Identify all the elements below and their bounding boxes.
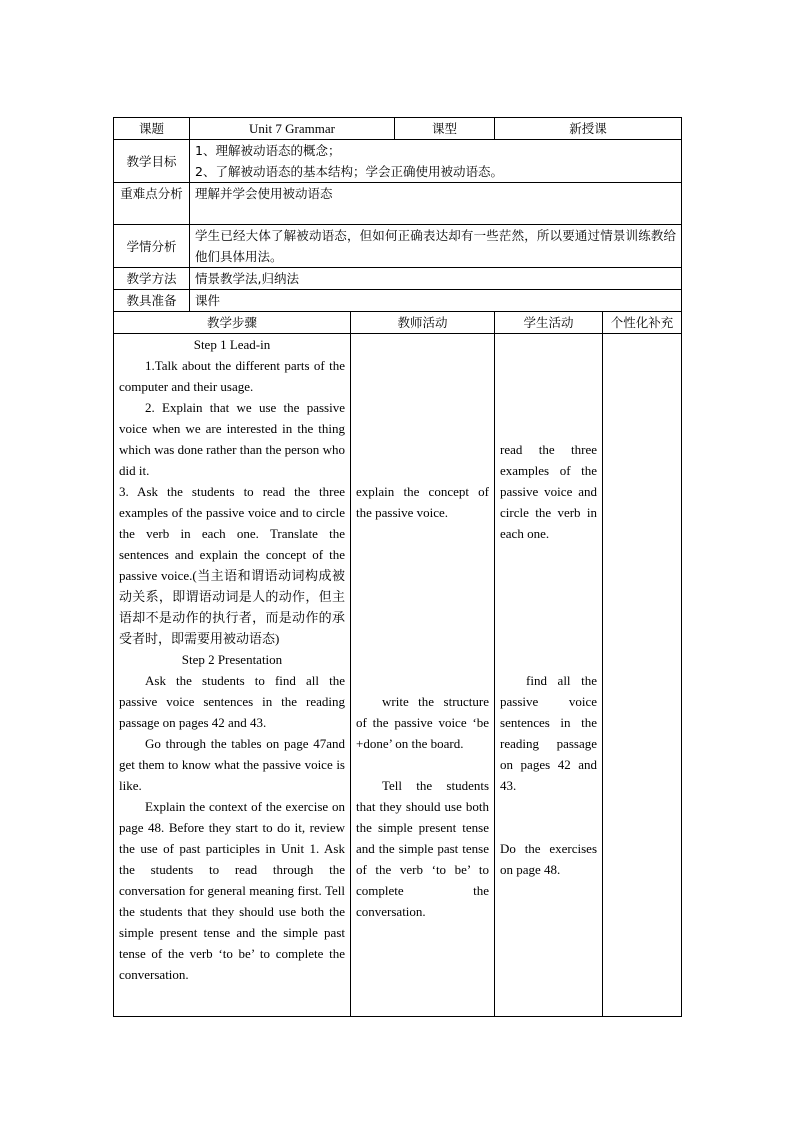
student-spacer-1 — [500, 334, 597, 439]
column-header-row — [114, 312, 682, 334]
topic-value: Unit 7 Grammar — [190, 118, 395, 140]
teacher-activity-1: explain the concept of the passive voice. — [356, 484, 490, 520]
teacher-cell — [351, 334, 495, 1017]
steps-cell — [114, 334, 351, 1017]
col-student-header: 学生活动 — [495, 312, 603, 334]
student-cell — [495, 334, 603, 1017]
step1-item-2: 2. Explain that we use the passive voice when we are interested in the thing which was done rather than the person who did it. — [119, 400, 345, 478]
step2-item-2: Go through the tables on page 47and get them to know what the passive voice is like. — [119, 736, 345, 793]
col-steps-header: 教学步骤 — [114, 312, 351, 334]
teacher-spacer-2 — [356, 523, 489, 691]
key-points-row — [114, 183, 682, 225]
step1-item-1: 1.Talk about the different parts of the computer and their usage. — [119, 358, 345, 394]
step1-item-3: 3. Ask the students to read the three examples of the passive voice and to circle the verb in each one. Translate the sentences and explain the concept of the passive voice.(当主语和谓语动词构成被动关系，即谓语动词是人的动作，但主语却不是动作的执行者，而是动作的承受者时，即需要用被动语态) — [119, 484, 345, 646]
personal-cell — [603, 334, 682, 1017]
procedure-row — [114, 334, 682, 1017]
teacher-spacer-3 — [356, 754, 489, 775]
methods-content: 情景教学法,归纳法 — [190, 268, 682, 290]
methods-label: 教学方法 — [114, 268, 190, 290]
aids-label: 教具准备 — [114, 290, 190, 312]
teacher-activity-2: write the structure of the passive voice ‘be +done’ on the board. — [356, 694, 490, 751]
col-teacher-header: 教师活动 — [351, 312, 495, 334]
objectives-content — [190, 140, 682, 183]
lesson-plan-table — [113, 117, 682, 1017]
student-activity-2: find all the passive voice sentences in the reading passage on pages 42 and 43. — [500, 673, 598, 793]
step2-item-1: Ask the students to find all the passive voice sentences in the reading passage on pages 42 and 43. — [119, 673, 345, 730]
objectives-label: 教学目标 — [114, 140, 190, 183]
learner-analysis-content: 学生已经大体了解被动语态，但如何正确表达却有一些茫然，所以要通过情景训练教给他们具体用法。 — [190, 225, 682, 268]
step1-title: Step 1 Lead-in — [193, 337, 271, 352]
student-spacer-2 — [500, 544, 597, 670]
student-activity-3: Do the exercises on page 48. — [500, 841, 598, 877]
student-spacer-3 — [500, 796, 597, 838]
methods-row — [114, 268, 682, 290]
learner-analysis-row — [114, 225, 682, 268]
step2-title: Step 2 Presentation — [181, 652, 283, 667]
student-activity-1: read the three examples of the passive voice and circle the verb in each one. — [500, 442, 598, 541]
header-row — [114, 118, 682, 140]
type-label: 课型 — [395, 118, 495, 140]
key-points-label: 重难点分析 — [114, 183, 190, 225]
teacher-activity-3: Tell the students that they should use both the simple present tense and the simple past tense of the verb ‘to be’ to complete the conversation. — [356, 778, 490, 919]
teacher-spacer-1 — [356, 334, 489, 481]
type-value: 新授课 — [495, 118, 682, 140]
lesson-plan-page — [113, 117, 681, 1017]
key-points-content: 理解并学会使用被动语态 — [190, 183, 682, 225]
aids-content: 课件 — [190, 290, 682, 312]
objectives-row — [114, 140, 682, 183]
col-personal-header: 个性化补充 — [603, 312, 682, 334]
objective-line-1: 1、理解被动语态的概念； — [195, 143, 341, 158]
aids-row — [114, 290, 682, 312]
topic-label: 课题 — [114, 118, 190, 140]
objective-line-2: 2、了解被动语态的基本结构；学会正确使用被动语态。 — [195, 164, 503, 179]
learner-analysis-label: 学情分析 — [114, 225, 190, 268]
step2-item-3: Explain the context of the exercise on page 48. Before they start to do it, review the use of past participles in Unit 1. Ask the students to read through the conversation for general meaning first. Tell the students that they should use both the simple present tense and the simple past tense of the verb ‘to be’ to complete the conversation. — [119, 799, 345, 982]
